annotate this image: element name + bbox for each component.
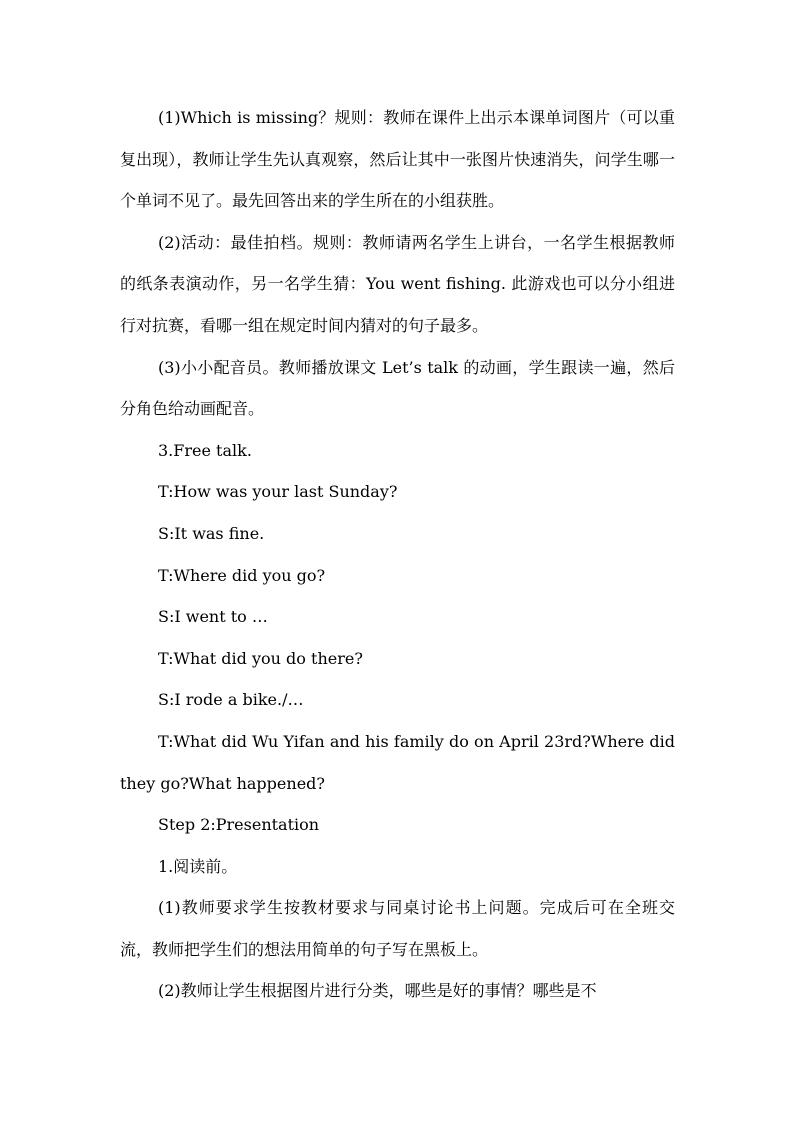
paragraph-discussion: (1)教师要求学生按教材要求与同桌讨论书上问题。完成后可在全班交流，教师把学生们的想法用简单的句子写在黑板上。 bbox=[120, 898, 675, 959]
paragraph-game-best-partner: (2)活动：最佳拍档。规则：教师请两名学生上讲台，一名学生根据教师的纸条表演动作，另一名学生猜：You went fishing. 此游戏也可以分小组进行对抗赛，看哪一组在规定时间内猜对的句子最多。 bbox=[120, 232, 675, 335]
paragraph-game-which-is-missing: (1)Which is missing？规则：教师在课件上出示本课单词图片（可以重复出现），教师让学生先认真观察，然后让其中一张图片快速消失，问学生哪一个单词不见了。最先回答出来的学生所在的小组获胜。 bbox=[120, 108, 675, 211]
heading-step-2: Step 2:Presentation bbox=[158, 815, 320, 835]
dialogue-line: T:Where did you go? bbox=[158, 565, 326, 585]
paragraph-classify-pictures: (2)教师让学生根据图片进行分类，哪些是好的事情？哪些是不 bbox=[158, 981, 597, 1001]
heading-before-reading: 1.阅读前。 bbox=[158, 856, 238, 876]
dialogue-line: S:I rode a bike./… bbox=[158, 690, 304, 710]
dialogue-line: T:How was your last Sunday? bbox=[158, 482, 398, 502]
dialogue-line: T:What did you do there? bbox=[158, 648, 363, 668]
dialogue-line: S:It was fine. bbox=[158, 523, 265, 543]
paragraph-game-dubbing: (3)小小配音员。教师播放课文 Let’s talk 的动画，学生跟读一遍，然后分角色给动画配音。 bbox=[120, 357, 675, 419]
dialogue-line: T:What did Wu Yifan and his family do on April 23rd?Where did they go?What happened? bbox=[120, 731, 675, 793]
dialogue-line: S:I went to … bbox=[158, 607, 268, 627]
heading-free-talk: 3.Free talk. bbox=[158, 440, 252, 460]
document-body bbox=[120, 97, 675, 1012]
